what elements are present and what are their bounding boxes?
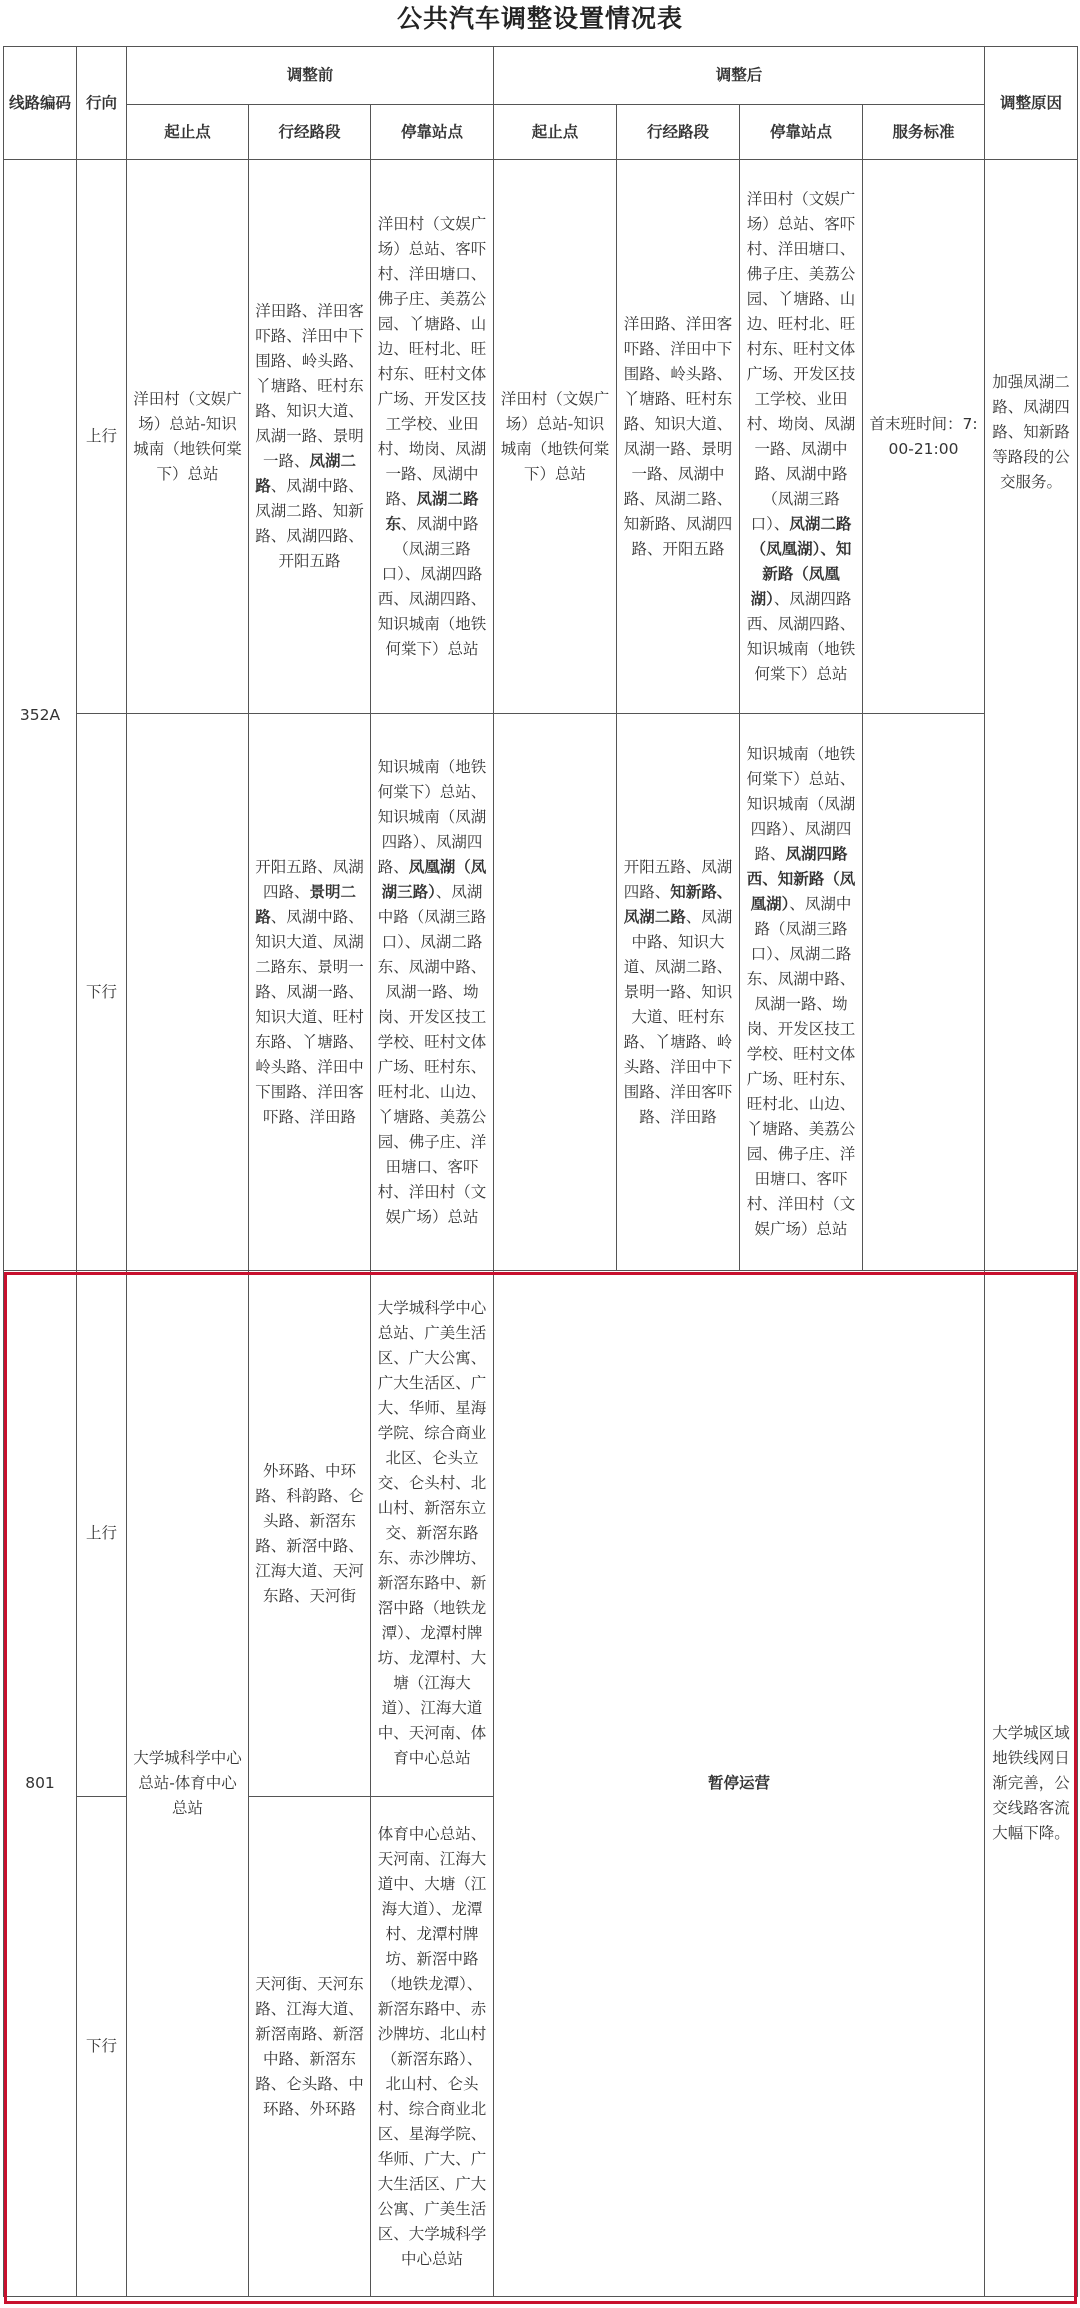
route-801-code: 801 — [4, 1271, 77, 2297]
page-title: 公共汽车调整设置情况表 — [396, 4, 683, 33]
header-before-terminals: 起止点 — [127, 105, 249, 160]
route-352a-up-before-path: 洋田路、洋田客吓路、洋田中下围路、岭头路、丫塘路、旺村东路、知识大道、凤湖一路、景明一路、凤湖二路、凤湖中路、凤湖二路、知新路、凤湖四路、开阳五路 — [249, 160, 371, 714]
bold-change: 凤湖二路 — [255, 452, 357, 495]
route-352a-up-before-terminals: 洋田村（文娱广场）总站-知识城南（地铁何棠下）总站 — [127, 160, 249, 714]
header-before: 调整前 — [127, 47, 494, 105]
header-after: 调整后 — [494, 47, 985, 105]
route-801-status: 暂停运营 — [494, 1271, 985, 2297]
route-352a-up-before-stops: 洋田村（文娱广场）总站、客吓村、洋田塘口、佛子庄、美荔公园、丫塘路、山边、旺村北、旺村东、旺村文体广场、开发区技工学校、业田村、坳岗、凤湖一路、凤湖中路、凤湖二路东、凤湖中路（凤湖三路口）、凤湖四路西、凤湖四路、知识城南（地铁何棠下）总站 — [371, 160, 494, 714]
bold-change: 景明二路 — [255, 882, 357, 926]
route-352a-down-after-stops: 知识城南（地铁何棠下）总站、知识城南（凤湖四路）、凤湖四路、凤湖四路西、知新路（凤凰湖）、凤湖中路（凤湖三路口）、凤湖二路东、凤湖中路、凤湖一路、坳岗、开发区技工学校、旺村文体广场、旺村东、旺村北、山边、丫塘路、美荔公园、佛子庄、洋田塘口、客吓村、洋田村（文娱广场）总站 — [740, 714, 863, 1271]
header-reason: 调整原因 — [985, 47, 1078, 160]
route-352a-code: 352A — [4, 160, 77, 1271]
route-801-down-stops: 体育中心总站、天河南、江海大道中、大塘（江海大道）、龙潭村、龙潭村牌坊、新滘中路（地铁龙潭）、新滘东路中、赤沙牌坊、北山村（新滘东路）、北山村、仑头村、综合商业北区、星海学院、华师、广大、广大生活区、广大公寓、广美生活区、大学城科学中心总站 — [371, 1797, 494, 2297]
header-before-path: 行经路段 — [249, 105, 371, 160]
header-after-path: 行经路段 — [617, 105, 740, 160]
header-route-code: 线路编码 — [4, 47, 77, 160]
route-801-up-stops: 大学城科学中心总站、广美生活区、广大公寓、广大生活区、广大、华师、星海学院、综合商业北区、仑头立交、仑头村、北山村、新滘东立交、新滘东路东、赤沙牌坊、新滘东路中、新滘中路（地铁龙潭）、龙潭村牌坊、龙潭村、大塘（江海大道）、江海大道中、天河南、体育中心总站 — [371, 1271, 494, 1797]
route-352a-down-before-path: 开阳五路、凤湖四路、景明二路、凤湖中路、知识大道、凤湖二路东、景明一路、凤湖一路、知识大道、旺村东路、丫塘路、岭头路、洋田中下围路、洋田客吓路、洋田路 — [249, 714, 371, 1271]
route-352a-down-direction: 下行 — [77, 714, 127, 1271]
adjustment-table — [3, 46, 1078, 2297]
header-before-stops: 停靠站点 — [371, 105, 494, 160]
route-352a-down-before-stops: 知识城南（地铁何棠下）总站、知识城南（凤湖四路）、凤湖四路、凤凰湖（凤湖三路）、凤湖中路（凤湖三路口）、凤湖二路东、凤湖中路、凤湖一路、坳岗、开发区技工学校、旺村文体广场、旺村东、旺村北、山边、丫塘路、美荔公园、佛子庄、洋田塘口、客吓村、洋田村（文娱广场）总站 — [371, 714, 494, 1271]
header-direction: 行向 — [77, 47, 127, 160]
header-service: 服务标准 — [863, 105, 985, 160]
route-352a-up-direction: 上行 — [77, 160, 127, 714]
bold-change: 凤湖四路西、知新路（凤凰湖） — [746, 845, 856, 913]
route-801-up-path: 外环路、中环路、科韵路、仑头路、新滘东路、新滘中路、江海大道、天河东路、天河街 — [249, 1271, 371, 1797]
bold-change: 凤凰湖（凤湖三路） — [381, 857, 487, 901]
route-352a-up-after-path: 洋田路、洋田客吓路、洋田中下围路、岭头路、丫塘路、旺村东路、知识大道、凤湖一路、景明一路、凤湖中路、凤湖二路、知新路、凤湖四路、开阳五路 — [617, 160, 740, 714]
route-801-terminals: 大学城科学中心总站-体育中心总站 — [127, 1271, 249, 2297]
route-352a-up-service: 首末班时间：7:00-21:00 — [863, 160, 985, 714]
route-352a-down-service — [863, 714, 985, 1271]
bold-change: 凤湖二路（凤凰湖）、知新路（凤凰湖） — [750, 514, 852, 608]
route-801-down-path: 天河街、天河东路、江海大道、新滘南路、新滘中路、新滘东路、仑头路、中环路、外环路 — [249, 1797, 371, 2297]
route-801-down-direction: 下行 — [77, 1797, 127, 2297]
route-352a-up-after-terminals: 洋田村（文娱广场）总站-知识城南（地铁何棠下）总站 — [494, 160, 617, 714]
route-801-reason: 大学城区域地铁线网日渐完善，公交线路客流大幅下降。 — [985, 1271, 1078, 2297]
bold-change: 凤湖二路东 — [385, 489, 479, 533]
route-352a-up-after-stops: 洋田村（文娱广场）总站、客吓村、洋田塘口、佛子庄、美荔公园、丫塘路、山边、旺村北、旺村东、旺村文体广场、开发区技工学校、业田村、坳岗、凤湖一路、凤湖中路、凤湖中路（凤湖三路口）、凤湖二路（凤凰湖）、知新路（凤凰湖）、凤湖四路西、凤湖四路、知识城南（地铁何棠下）总站 — [740, 160, 863, 714]
route-352a-down-after-path: 开阳五路、凤湖四路、知新路、凤湖二路、凤湖中路、知识大道、凤湖二路、景明一路、知识大道、旺村东路、丫塘路、岭头路、洋田中下围路、洋田客吓路、洋田路 — [617, 714, 740, 1271]
header-after-terminals: 起止点 — [494, 105, 617, 160]
route-801-up-direction: 上行 — [77, 1271, 127, 1797]
route-352a-down-after-terminals — [494, 714, 617, 1271]
route-352a-down-before-terminals — [127, 714, 249, 1271]
bold-change: 知新路、凤湖二路 — [623, 882, 733, 926]
header-after-stops: 停靠站点 — [740, 105, 863, 160]
route-352a-reason: 加强凤湖二路、凤湖四路、知新路等路段的公交服务。 — [985, 160, 1078, 1271]
